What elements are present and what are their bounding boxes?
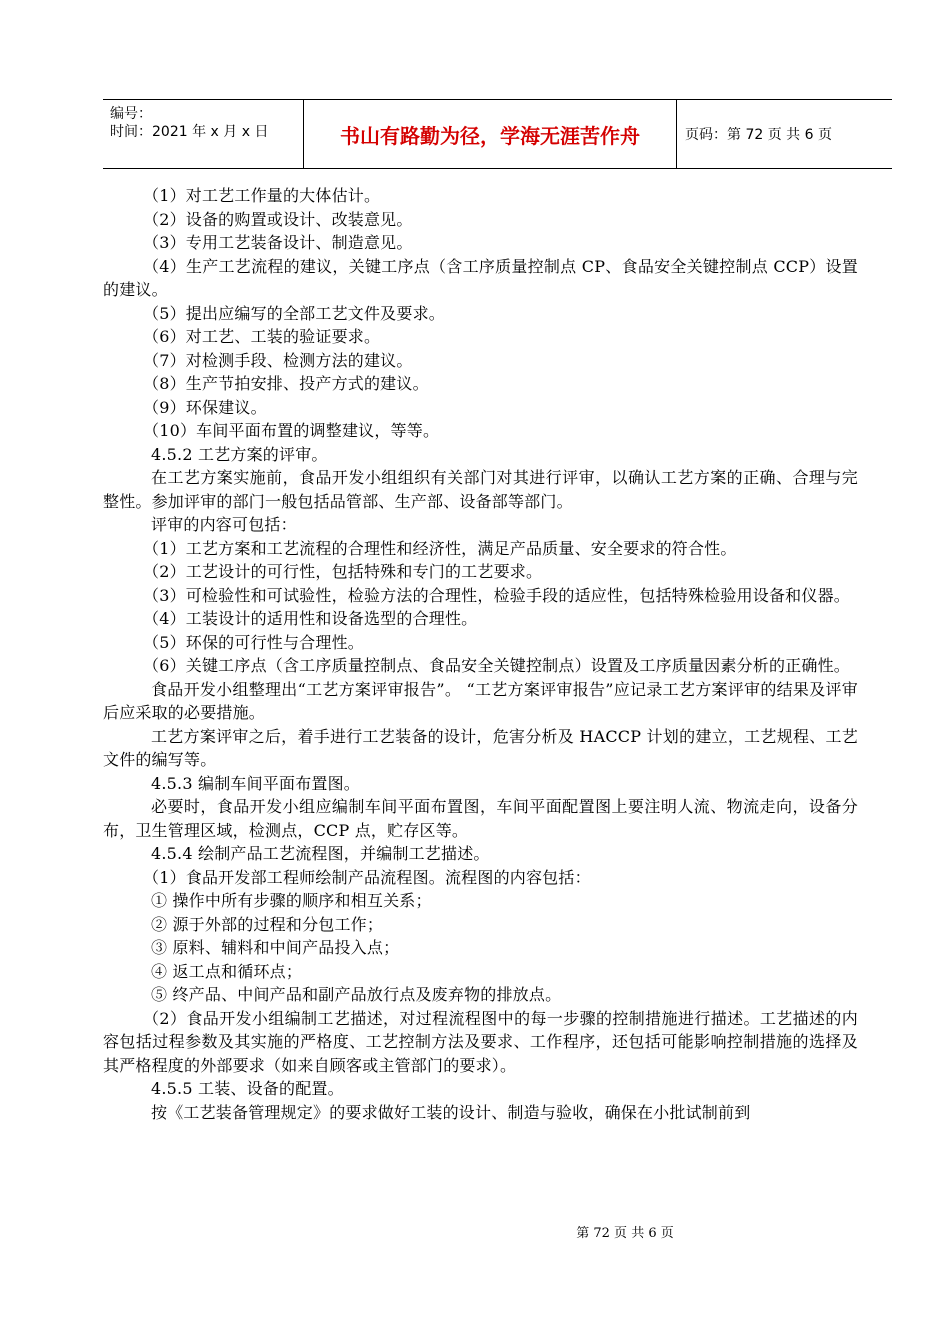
body-paragraph: （5）环保的可行性与合理性。	[143, 632, 364, 652]
body-paragraph: ② 源于外部的过程和分包工作；	[151, 914, 384, 934]
body-paragraph: （2）食品开发小组编制工艺描述，对过程流程图中的每一步骤的控制措施进行描述。工艺描述的内容包括过程参数及其实施的严格度、工艺控制方法及要求、工作程序，还包括可能影响控制措施的选择及其严格程度的外部要求（如来自顾客或主管部门的要求）。	[103, 1008, 858, 1075]
body-paragraph: （3）可检验性和可试验性，检验方法的合理性，检验手段的适应性，包括特殊检验用设备和仪器。	[143, 585, 850, 605]
body-paragraph: （10）车间平面布置的调整建议，等等。	[143, 421, 440, 440]
body-paragraph: （2）工艺设计的可行性，包括特殊和专门的工艺要求。	[143, 562, 543, 581]
body-paragraph: 评审的内容可包括：	[151, 515, 297, 534]
body-paragraph: ① 操作中所有步骤的顺序和相互关系；	[151, 891, 432, 910]
header-meta-cell	[103, 100, 304, 168]
body-paragraph: 在工艺方案实施前，食品开发小组组织有关部门对其进行评审，以确认工艺方案的正确、合理与完整性。参加评审的部门一般包括品管部、生产部、设备部等部门。	[103, 468, 858, 511]
header-motto-cell	[304, 100, 677, 168]
header-page-info: 页码：第 72 页 共 6 页	[685, 127, 832, 143]
body-paragraph: （1）食品开发部工程师绘制产品流程图。流程图的内容包括：	[143, 867, 591, 887]
body-paragraph: 4.5.2 工艺方案的评审。	[151, 444, 328, 464]
body-paragraph: （4）工装设计的适用性和设备选型的合理性。	[143, 609, 478, 628]
body-paragraph: （6）关键工序点（含工序质量控制点、食品安全关键控制点）设置及工序质量因素分析的正确性。	[143, 656, 850, 675]
body-paragraph: （1）对工艺工作量的大体估计。	[143, 186, 381, 205]
body-paragraph: 4.5.5 工装、设备的配置。	[151, 1079, 344, 1098]
body-paragraph: ④ 返工点和循环点；	[151, 961, 303, 981]
header-page-cell	[677, 100, 892, 168]
body-paragraph: （5）提出应编写的全部工艺文件及要求。	[143, 303, 445, 323]
body-paragraph: ③ 原料、辅料和中间产品投入点；	[151, 938, 400, 957]
document-number-label: 编号：	[110, 106, 152, 122]
body-paragraph: 4.5.4 绘制产品工艺流程图，并编制工艺描述。	[151, 844, 490, 863]
document-date-label: 时间：2021 年 x 月 x 日	[110, 124, 269, 140]
page-footer: 第 72 页 共 6 页	[576, 1226, 674, 1241]
body-paragraph: 食品开发小组整理出“工艺方案评审报告”。 “工艺方案评审报告”应记录工艺方案评审的结果及评审后应采取的必要措施。	[103, 679, 858, 722]
body-paragraph: 按《工艺装备管理规定》的要求做好工装的设计、制造与验收，确保在小批试制前到	[151, 1102, 751, 1122]
body-paragraph: （3）专用工艺装备设计、制造意见。	[143, 233, 413, 252]
body-paragraph: （8）生产节拍安排、投产方式的建议。	[143, 374, 429, 393]
body-paragraph: 工艺方案评审之后，着手进行工艺装备的设计，危害分析及 HACCP 计划的建立，工艺规程、工艺文件的编写等。	[103, 726, 858, 769]
body-paragraph: ⑤ 终产品、中间产品和副产品放行点及废弃物的排放点。	[151, 985, 562, 1004]
document-header-table	[103, 99, 892, 169]
body-paragraph: （1）工艺方案和工艺流程的合理性和经济性，满足产品质量、安全要求的符合性。	[143, 538, 737, 558]
body-paragraph: （7）对检测手段、检测方法的建议。	[143, 350, 413, 370]
body-paragraph: （6）对工艺、工装的验证要求。	[143, 327, 381, 346]
document-body	[103, 184, 858, 1124]
body-paragraph: （2）设备的购置或设计、改装意见。	[143, 209, 413, 229]
body-paragraph: （4）生产工艺流程的建议，关键工序点（含工序质量控制点 CP、食品安全关键控制点 CCP）设置的建议。	[103, 256, 858, 299]
body-paragraph: （9）环保建议。	[143, 397, 267, 417]
header-motto: 书山有路勤为径，学海无涯苦作舟	[340, 124, 640, 148]
body-paragraph: 必要时，食品开发小组应编制车间平面布置图，车间平面配置图上要注明人流、物流走向，设备分布，卫生管理区域，检测点，CCP 点，贮存区等。	[103, 797, 858, 840]
body-paragraph: 4.5.3 编制车间平面布置图。	[151, 773, 360, 793]
